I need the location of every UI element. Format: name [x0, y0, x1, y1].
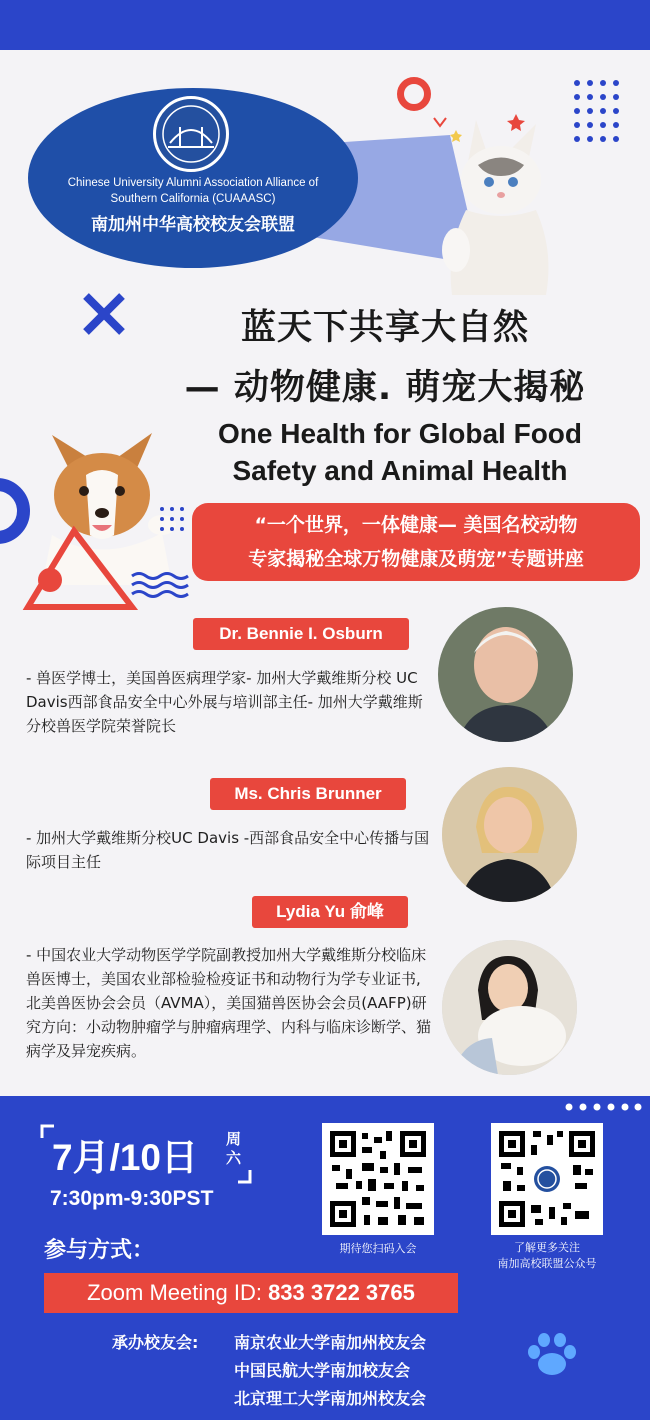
- wave-decoration: [130, 570, 190, 600]
- zoom-prefix: Zoom Meeting ID:: [87, 1280, 269, 1305]
- x-mark-decoration: [80, 290, 128, 338]
- speaker-photo: [442, 940, 577, 1075]
- dot-grid-decoration: [572, 78, 622, 148]
- top-bar: [0, 0, 650, 50]
- zoom-meeting-id[interactable]: [44, 1280, 458, 1306]
- event-date: 7月/10日: [52, 1137, 199, 1178]
- triangle-decoration: [22, 525, 142, 613]
- cat-image: [416, 110, 571, 300]
- speaker-photo: [438, 607, 573, 742]
- organizer-item: 中国民航大学南加校友会: [234, 1361, 411, 1380]
- org-name-en: Chinese University Alumni Association Alliance of Southern California (CUAAASC): [67, 177, 319, 205]
- organizers-label: 承办校友会:: [112, 1333, 199, 1352]
- speaker-bio: - 中国农业大学动物医学学院副教授加州大学戴维斯分校临床兽医博士，美国农业部检验检疫证书和动物行为学专业证书, 北美兽医协会会员（AVMA），美国猫兽医协会会员(AAFP)研究方向：小动物肿瘤学与肿瘤病理学、内科与临床诊断学、猫病学及异宠疾病。: [26, 946, 432, 1060]
- org-logo-icon: [153, 96, 229, 172]
- wechat-qr-caption: [477, 1240, 617, 1272]
- wechat-qr-caption-line1: 了解更多关注: [514, 1241, 580, 1254]
- speaker-bio: - 加州大学戴维斯分校UC Davis -西部食品安全中心传播与国际项目主任: [26, 829, 430, 871]
- speaker-bio: - 兽医学博士，美国兽医病理学家- 加州大学戴维斯分校 UC Davis西部食品安全中心外展与培训部主任- 加州大学戴维斯分校兽医学院荣誉院长: [26, 669, 423, 735]
- speaker-name-tag: Dr. Bennie I. Osburn: [193, 618, 409, 650]
- wechat-qr-caption-line2: 南加高校联盟公众号: [497, 1257, 597, 1270]
- red-ring-decoration: [397, 77, 431, 111]
- join-qr-caption: 期待您扫码入会: [339, 1242, 417, 1255]
- main-title-zh-line2: — 动物健康. 萌宠大揭秘: [184, 368, 586, 408]
- main-title-zh-line1: 蓝天下共享大自然: [240, 308, 529, 348]
- join-method-label: 参与方式：: [44, 1238, 155, 1263]
- lecture-banner-line1: “一个世界，一体健康— 美国名校动物: [254, 514, 578, 536]
- wechat-qr-code[interactable]: [491, 1123, 603, 1235]
- footer-dots-decoration: [563, 1101, 643, 1113]
- speaker-name-tag: Lydia Yu 俞峰: [252, 896, 408, 928]
- paw-icon: [522, 1330, 582, 1380]
- organizer-item: 南京农业大学南加州校友会: [234, 1333, 427, 1352]
- org-name-zh: 南加州中华高校校友会联盟: [91, 215, 295, 235]
- event-weekday: 周六: [226, 1130, 242, 1167]
- lecture-banner-line2: 专家揭秘全球万物健康及萌宠”专题讲座: [248, 548, 584, 570]
- english-title-line1: One Health for Global Food: [218, 418, 582, 449]
- zoom-id-number: 833 3722 3765: [268, 1280, 415, 1305]
- organizer-item: 北京理工大学南加州校友会: [234, 1389, 427, 1408]
- join-qr-code[interactable]: [322, 1123, 434, 1235]
- event-time: 7:30pm-9:30PST: [50, 1187, 214, 1210]
- small-dot-decoration: [158, 505, 188, 535]
- speaker-name-tag: Ms. Chris Brunner: [210, 778, 406, 810]
- speaker-photo: [442, 767, 577, 902]
- english-title-line2: Safety and Animal Health: [232, 455, 568, 486]
